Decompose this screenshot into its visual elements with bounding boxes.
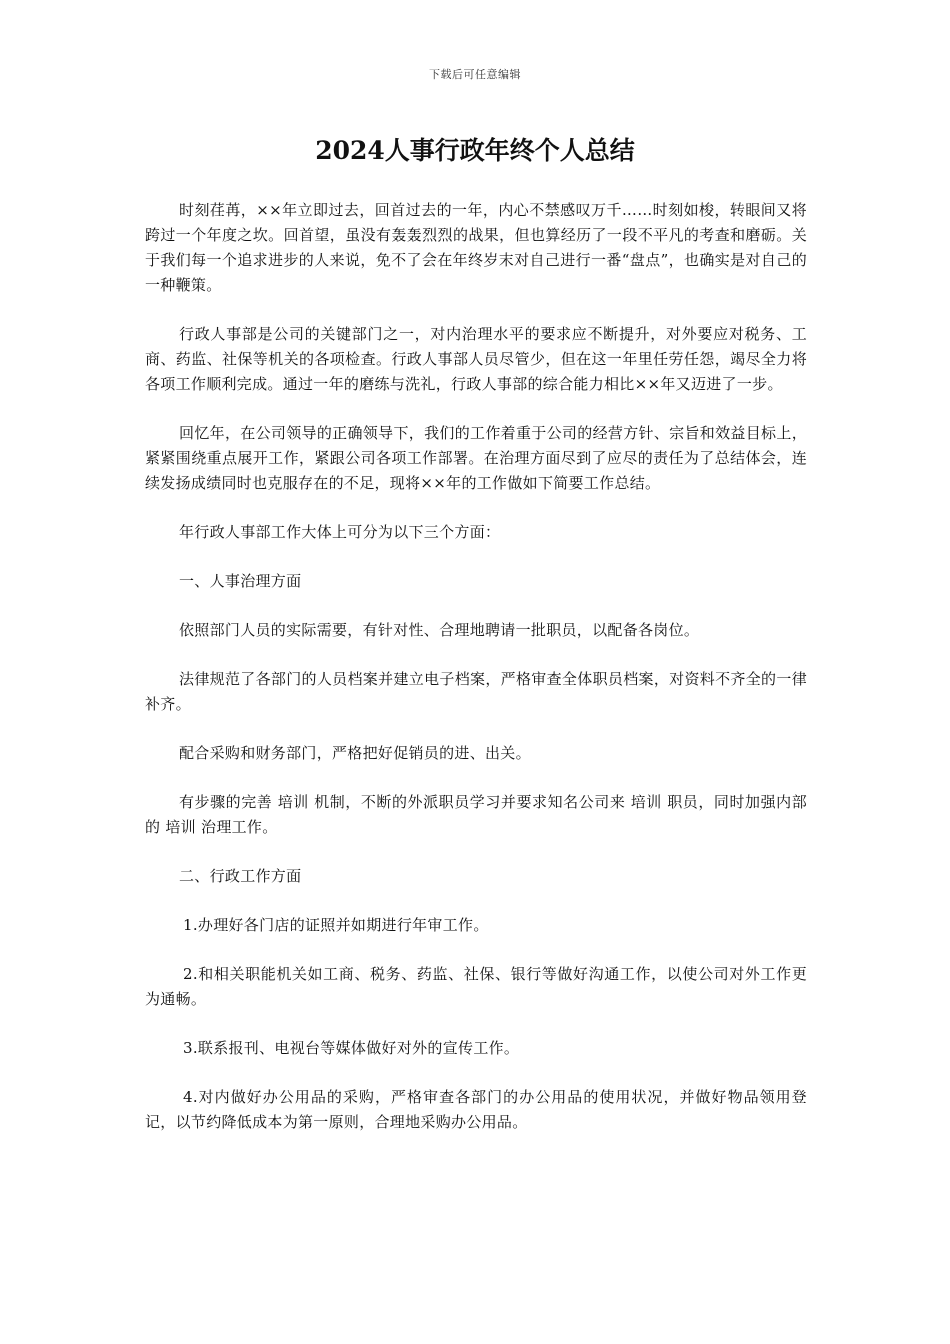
admin-item-3: 3.联系报刊、电视台等媒体做好对外的宣传工作。 [183, 1039, 520, 1057]
review-paragraph: 回忆年，在公司领导的正确领导下，我们的工作着重于公司的经营方针、宗旨和效益目标上，紧紧围绕重点展开工作，紧跟公司各项工作部署。在治理方面尽到了应尽的责任为了总结体会，连续发扬成绩同时也克服存在的不足，现将××年的工作做如下简要工作总结。 [145, 424, 807, 492]
hr-item-archives: 法律规范了各部门的人员档案并建立电子档案，严格审查全体职员档案，对资料不齐全的一律补齐。 [145, 670, 807, 713]
section-heading-admin: 二、行政工作方面 [179, 867, 302, 885]
page-header-note: 下载后可任意编辑 [429, 68, 521, 81]
department-overview-paragraph: 行政人事部是公司的关键部门之一，对内治理水平的要求应不断提升，对外要应对税务、工商、药监、社保等机关的各项检查。行政人事部人员尽管少，但在这一年里任劳任怨，竭尽全力将各项工作顺利完成。通过一年的磨练与洗礼，行政人事部的综合能力相比××年又迈进了一步。 [145, 325, 807, 393]
summary-intro-paragraph: 年行政人事部工作大体上可分为以下三个方面： [179, 523, 501, 541]
intro-paragraph: 时刻荏苒，××年立即过去，回首过去的一年，内心不禁感叹万千……时刻如梭，转眼间又将跨过一个年度之坎。回首望，虽没有轰轰烈烈的战果，但也算经历了一段不平凡的考查和磨砺。关于我们每一个追求进步的人来说，免不了会在年终岁末对自己进行一番“盘点”，也确实是对自己的一种鞭策。 [145, 201, 807, 294]
hr-item-promoters: 配合采购和财务部门，严格把好促销员的进、出关。 [179, 744, 531, 762]
admin-item-1: 1.办理好各门店的证照并如期进行年审工作。 [183, 916, 489, 934]
hr-item-training: 有步骤的完善 培训 机制，不断的外派职员学习并要求知名公司来 培训 职员，同时加强内部的 培训 治理工作。 [145, 793, 807, 836]
hr-item-recruitment: 依照部门人员的实际需要，有针对性、合理地聘请一批职员，以配备各岗位。 [179, 621, 700, 639]
section-heading-hr: 一、人事治理方面 [179, 572, 302, 590]
document-title: 2024人事行政年终个人总结 [315, 136, 635, 165]
document-body [145, 198, 807, 1159]
admin-item-2: 2.和相关职能机关如工商、税务、药监、社保、银行等做好沟通工作，以使公司对外工作更为通畅。 [145, 965, 807, 1008]
admin-item-4: 4.对内做好办公用品的采购，严格审查各部门的办公用品的使用状况，并做好物品领用登记，以节约降低成本为第一原则，合理地采购办公用品。 [145, 1088, 807, 1131]
